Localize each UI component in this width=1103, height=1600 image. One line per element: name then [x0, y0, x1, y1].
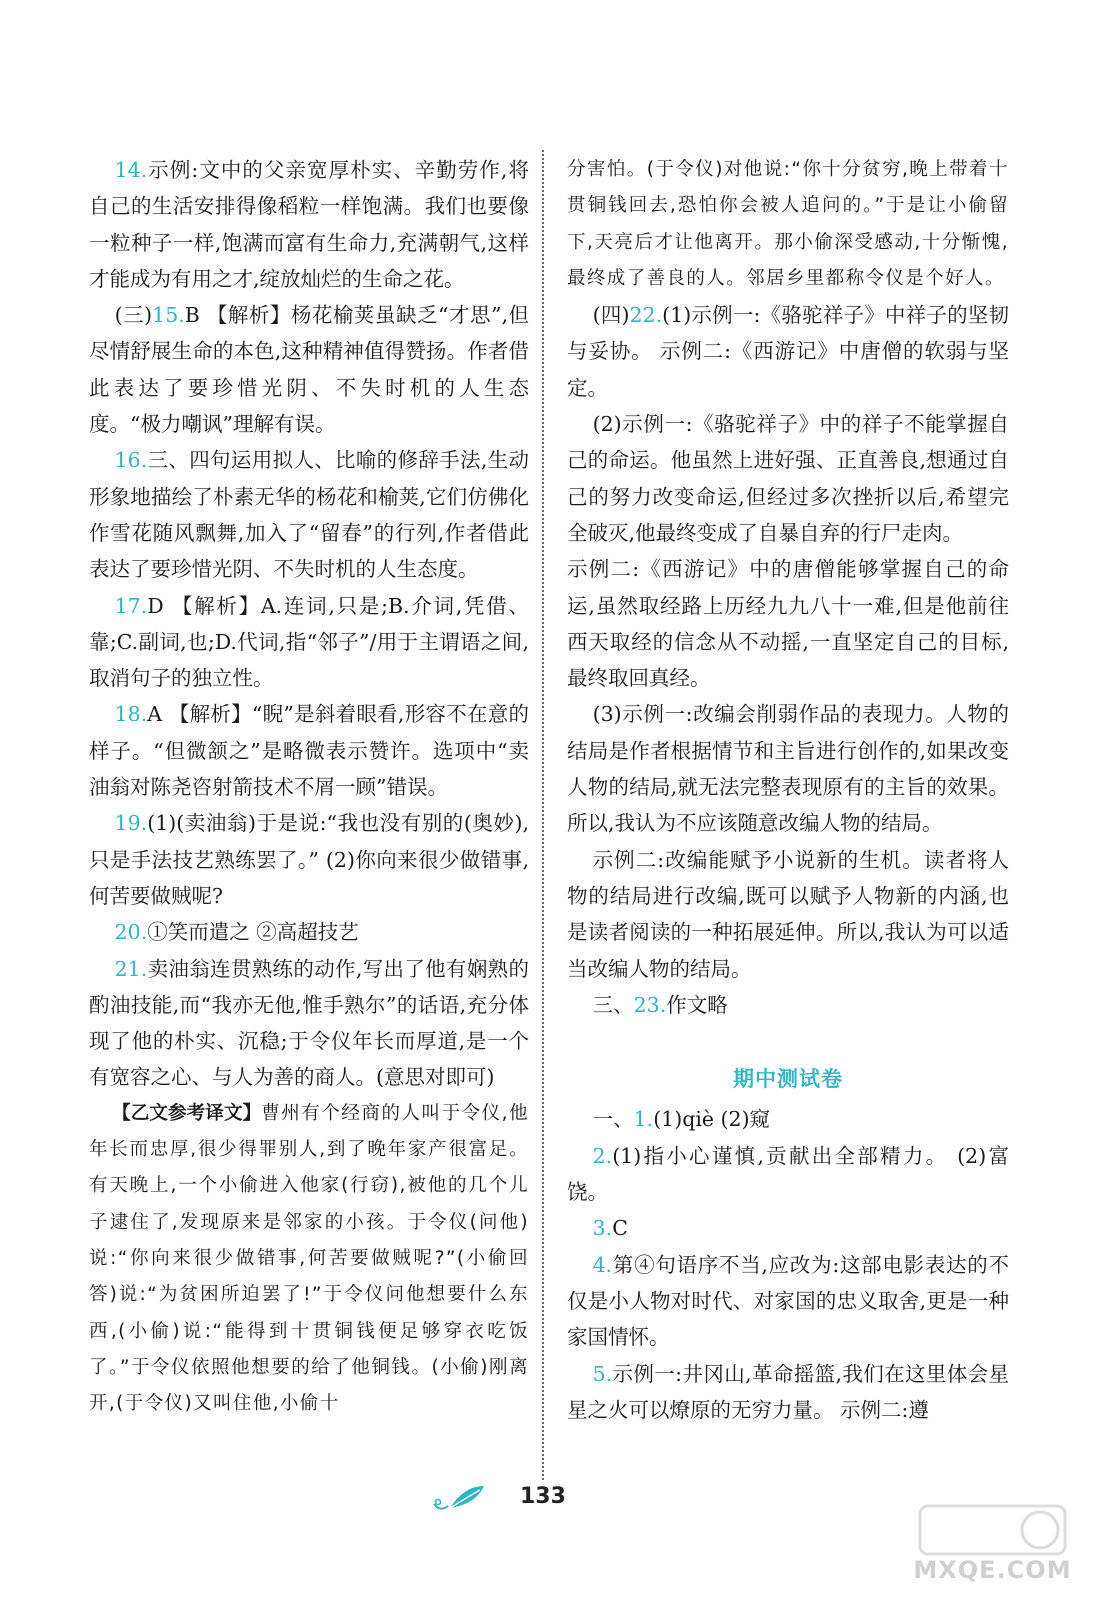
answer-20: 20.①笑而遣之 ②高超技艺 — [114, 920, 359, 945]
midterm-answer-1: 一、1.(1)qiè (2)窥 — [592, 1107, 771, 1132]
midterm-answer-3: 3.C — [592, 1216, 628, 1241]
right-column — [567, 152, 1009, 1428]
answer-22-3b: 示例二:改编能赋予小说新的生机。读者将人物的结局进行改编,既可以赋予人物新的内涵,也是读者阅读的一种拓展延伸。所以,我认为可以适当改编人物的结局。 — [567, 847, 1009, 981]
answer-22-3a: (3)示例一:改编会削弱作品的表现力。人物的结局是作者根据情节和主旨进行创作的,如果改变人物的结局,就无法完整表现原有的主旨的效果。所以,我认为不应该随意改编人物的结局。 — [567, 702, 1009, 836]
leaf-ornament-icon — [430, 1482, 492, 1516]
answer-15: (三)15.B 【解析】杨花榆荚虽缺乏“才思”,但尽情舒展生命的本色,这种精神值得赞扬。作者借此表达了要珍惜光阴、不失时机的人生态度。“极力嘲讽”理解有误。 — [89, 303, 530, 437]
column-divider — [542, 150, 544, 1480]
translation-block — [89, 1096, 529, 1423]
answer-18: 18.A 【解析】“睨”是斜着眼看,形容不在意的样子。“但微颔之”是略微表示赞许。选项中“卖油翁对陈尧咨射箭技术不屑一顾”错误。 — [89, 702, 529, 800]
translation-continued — [567, 152, 1009, 297]
watermark-text: MXQE.COM — [913, 1556, 1072, 1584]
section-title: 期中测试卷 — [733, 1066, 843, 1092]
midterm-answer-4: 4.第④句语序不当,应改为:这部电影表达的不仅是小人物对时代、对家国的忠义取舍,更是一种家国情怀。 — [567, 1252, 1009, 1350]
answer-16: 16.三、四句运用拟人、比喻的修辞手法,生动形象地描绘了朴素无华的杨花和榆荚,它们仿佛化作雪花随风飘舞,加入了“留春”的行列,作者借此表达了要珍惜光阴、不失时机的人生态度。 — [89, 448, 529, 582]
watermark-logo-icon — [890, 1500, 1095, 1560]
answer-22-1: (四)22.(1)示例一:《骆驼祥子》中祥子的坚韧与妥协。 示例二:《西游记》中唐僧的软弱与坚定。 — [567, 303, 1009, 400]
answer-19: 19.(1)(卖油翁)于是说:“我也没有别的(奥妙),只是手法技艺熟练罢了。” (2)你向来很少做错事,何苦要做贼呢? — [89, 811, 529, 908]
answer-14: 14.示例:文中的父亲宽厚朴实、辛勤劳作,将自己的生活安排得像稻粒一样饱满。我们也要像一粒种子一样,饱满而富有生命力,充满朝气,这样才能成为有用之才,绽放灿烂的生命之花。 — [89, 158, 529, 291]
midterm-answer-5: 5.示例一:井冈山,革命摇篮,我们在这里体会星星之火可以燎原的无穷力量。 示例二:遵 — [567, 1361, 1009, 1422]
midterm-answer-2: 2.(1)指小心谨慎,贡献出全部精力。 (2)富饶。 — [567, 1143, 1009, 1205]
translation-text-cont: 分害怕。(于令仪)对他说:“你十分贫穷,晚上带着十贯铜钱回去,恐怕你会被人追问的。”于是让小偷留下,天亮后才让他离开。那小偷深受感动,十分惭愧,最终成了善良的人。邻居乡里都称令仪是个好人。 — [567, 159, 1009, 289]
left-column — [89, 152, 529, 1422]
answer-22-2b: 示例二:《西游记》中的唐僧能够掌握自己的命运,虽然取经路上历经九九八十一难,但是他前往西天取经的信念从不动摇,一直坚定自己的目标,最终取回真经。 — [567, 557, 1009, 691]
page-number: 133 — [520, 1484, 566, 1509]
watermark — [890, 1500, 1095, 1595]
answer-23: 三、23.作文略 — [592, 992, 728, 1017]
answer-17: 17.D 【解析】A.连词,只是;B.介词,凭借、靠;C.副词,也;D.代词,指“邻子”/用于主谓语之间,取消句子的独立性。 — [89, 593, 529, 691]
translation-text: 【乙文参考译文】曹州有个经商的人叫于令仪,他年长而忠厚,很少得罪别人,到了晚年家产很富足。有天晚上,一个小偷进入他家(行窃),被他的几个儿子逮住了,发现原来是邻家的小孩。于令仪(问他)说:“你向来很少做错事,何苦要做贼呢?”(小偷回答)说:“为贫困所迫罢了!”于令仪问他想要什么东西,(小偷)说:“能得到十贯铜钱便足够穿衣吃饭了。”于令仪依照他想要的给了他铜钱。(小偷)刚离开,(于令仪)又叫住他,小偷十 — [89, 1102, 529, 1415]
answer-21: 21.卖油翁连贯熟练的动作,写出了他有娴熟的酌油技能,而“我亦无他,惟手熟尔”的话语,充分体现了他的朴实、沉稳;于令仪年长而厚道,是一个有宽容之心、与人为善的商人。(意思对即可) — [89, 956, 529, 1090]
answer-22-2a: (2)示例一:《骆驼祥子》中的祥子不能掌握自己的命运。他虽然上进好强、正直善良,想通过自己的努力改变命运,但经过多次挫折以后,希望完全破灭,他最终变成了自暴自弃的行尸走肉。 — [567, 412, 1009, 545]
